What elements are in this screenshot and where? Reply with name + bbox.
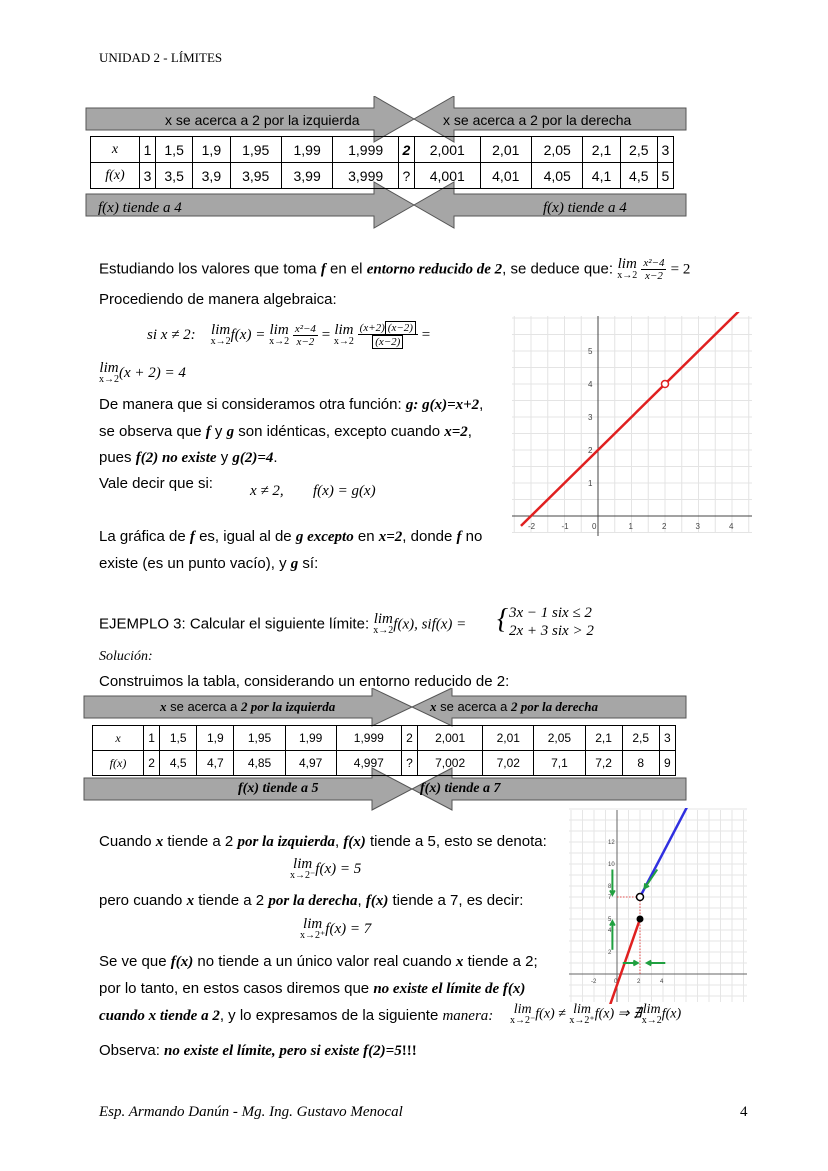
table2-right-banner (430, 698, 598, 716)
text: EJEMPLO 3: Calcular el siguiente límite: (99, 615, 374, 633)
x-tick-label: 4 (660, 979, 664, 985)
unit-header: UNIDAD 2 - LÍMITES (99, 50, 223, 65)
text: existe (es un punto vacío), y (99, 555, 291, 572)
text: La gráfica de (99, 528, 190, 545)
text: si x ≠ 2: (147, 326, 196, 343)
table-cell-label: f(x) (93, 751, 144, 776)
equation-result (99, 362, 186, 385)
table-cell: 4,7 (197, 751, 234, 776)
limit-expression (99, 362, 119, 385)
equation-algebraic (147, 322, 430, 349)
table1-bottom-left: f(x) tiende a 4 (98, 200, 182, 216)
y-tick-label: 7 (608, 895, 612, 901)
text: , (479, 396, 484, 413)
table-cell: 3,9 (193, 163, 230, 189)
table-cell: 7,02 (483, 751, 534, 776)
text: sí: (298, 555, 319, 572)
text: lim (211, 322, 231, 338)
paragraph-construct: Construimos la tabla, considerando un entorno reducido de 2: (99, 673, 510, 690)
text: por lo tanto, en estos casos diremos que (99, 980, 374, 997)
text: Estudiando los valores que toma (99, 260, 321, 278)
table-cell: 1,5 (160, 726, 197, 751)
equation-right-limit (300, 918, 371, 941)
table-cell: ? (401, 751, 417, 776)
text: tiende a 2 (194, 892, 269, 909)
text: f(x) ⇒ ∄ (594, 1006, 642, 1022)
text: Observa: (99, 1042, 165, 1059)
text: x=2 (378, 529, 403, 545)
table2-left-banner (160, 698, 335, 716)
text: = (321, 326, 331, 343)
table-cell: ? (398, 163, 414, 189)
text: f (320, 261, 326, 278)
text: cuando x tiende a 2 (99, 1008, 220, 1024)
x-tick-label: -2 (591, 979, 597, 985)
x-tick-label: 4 (729, 522, 734, 531)
y-tick-label: 12 (608, 840, 615, 846)
table-cell: 1,95 (234, 726, 285, 751)
text: lim (293, 856, 313, 872)
text: tiende a 2; (463, 953, 538, 970)
x-tick-label: 2 (637, 979, 641, 985)
paragraph-no-limit (99, 980, 525, 998)
text: en el (325, 260, 367, 278)
y-tick-label: 3 (588, 413, 593, 422)
text: g excepto (295, 529, 354, 545)
footer-authors: Esp. Armando Danún - Mg. Ing. Gustavo Menocal (99, 1104, 403, 1120)
text: lim (303, 916, 323, 932)
table-cell: 1,999 (333, 137, 399, 163)
text: x→2⁻ (290, 870, 316, 881)
text: lim (269, 322, 289, 338)
text: x (455, 954, 464, 970)
text: por la derecha (268, 893, 358, 909)
text: no tiende a un único valor real cuando (193, 953, 456, 970)
table-cell: 1,5 (156, 137, 193, 163)
text: lim (573, 1002, 591, 1017)
y-tick-label: 4 (608, 928, 612, 934)
text: x→2 (641, 1015, 662, 1026)
text: x−2 (645, 270, 663, 282)
limit-expression (300, 918, 325, 941)
text: x (160, 699, 167, 714)
x-tick-label: 2 (662, 522, 667, 531)
table1 (90, 136, 674, 189)
text: f(x) = (230, 326, 266, 343)
fraction (641, 257, 666, 282)
graph-piecewise (567, 808, 749, 1004)
table-cell: 5 (657, 163, 673, 189)
text: f(x) (661, 1006, 682, 1022)
text: (x−2) (385, 321, 416, 335)
page-number: 4 (740, 1104, 748, 1120)
table-cell: 2,05 (534, 726, 585, 751)
table-cell: 3,95 (230, 163, 281, 189)
text: tiende a 7, es decir: (388, 892, 524, 909)
paragraph-observe (99, 1042, 417, 1060)
line-f (521, 312, 739, 526)
y-tick-label: 10 (608, 862, 615, 868)
text: (x−2) (372, 335, 403, 349)
table1-left-banner: x se acerca a 2 por la izquierda (165, 112, 360, 128)
y-tick-label: 4 (588, 380, 593, 389)
y-tick-label: 1 (588, 479, 593, 488)
table-cell: 4,5 (160, 751, 197, 776)
table-cell: 3,5 (156, 163, 193, 189)
table-cell: 3 (657, 137, 673, 163)
table-cell: 2,05 (531, 137, 582, 163)
paragraph-no-unique (99, 953, 538, 971)
text: = 2 (670, 261, 691, 278)
x-tick-label: -1 (561, 522, 569, 531)
paragraph-graph (99, 528, 482, 546)
y-tick-label: 8 (608, 884, 612, 890)
text: f (456, 529, 462, 545)
table-cell: 3 (659, 726, 675, 751)
table-cell: 7,002 (418, 751, 483, 776)
table-cell: 1 (144, 726, 160, 751)
paragraph-expression (99, 1007, 493, 1025)
text: (x + 2) = 4 (119, 364, 186, 381)
table-cell-label: x (93, 726, 144, 751)
text: lim (617, 256, 637, 272)
text: x→2 (269, 336, 290, 347)
x-tick-label: 1 (628, 522, 633, 531)
table-cell-label: x (91, 137, 140, 163)
text: no existe el límite de f(x) (373, 981, 526, 997)
text: 2 por la derecha (510, 699, 598, 714)
table-cell: 2,1 (583, 137, 620, 163)
table-cell: 8 (622, 751, 659, 776)
table-cell: 7,2 (585, 751, 622, 776)
paragraph-f2 (99, 449, 278, 467)
table-cell: 4,001 (414, 163, 480, 189)
paragraph-vale: Vale decir que si: (99, 475, 213, 492)
table-cell: 2 (398, 137, 414, 163)
limit-expression (290, 858, 315, 881)
paragraph-right-limit (99, 892, 523, 910)
table-cell: 4,1 (583, 163, 620, 189)
text: x²−4 (294, 323, 316, 335)
text: , se deduce que: (502, 260, 618, 278)
text: x→2 (99, 374, 119, 385)
text: x→2 (210, 336, 231, 347)
text: lim (99, 360, 119, 376)
limit-expression (617, 258, 637, 281)
text: g (290, 556, 299, 572)
text: y (210, 423, 227, 440)
table-cell: 2,001 (418, 726, 483, 751)
table-cell: 4,85 (234, 751, 285, 776)
text: lim (642, 1002, 661, 1017)
table-cell: 4,997 (336, 751, 401, 776)
table1-right-banner: x se acerca a 2 por la derecha (443, 112, 632, 128)
text: entorno reducido de 2 (366, 261, 503, 278)
y-tick-label: 2 (608, 950, 612, 956)
limit-expression (334, 324, 354, 347)
paragraph-left-limit (99, 833, 547, 851)
table-cell: 3 (140, 163, 156, 189)
approach-arrow (645, 870, 658, 889)
equation-condition: x ≠ 2, (250, 483, 284, 499)
text: x−2 (296, 336, 315, 348)
table-cell: 4,97 (285, 751, 336, 776)
fraction (358, 322, 418, 349)
text: pero cuando (99, 892, 187, 909)
table-cell: 3,99 (281, 163, 332, 189)
text: x→2⁺ (569, 1015, 595, 1026)
text: f (205, 424, 211, 440)
paragraph-studying (99, 257, 690, 282)
example3-title (99, 613, 466, 636)
text: f(x) (170, 954, 194, 970)
solution-label: Solución: (99, 649, 153, 664)
hole-point (662, 381, 669, 388)
table-cell: 1,99 (281, 137, 332, 163)
text: lim (513, 1002, 532, 1017)
table1-bottom-right: f(x) tiende a 4 (543, 200, 627, 216)
text: f(x) (343, 834, 366, 850)
text: g (226, 424, 235, 440)
table2-row-f (93, 751, 676, 776)
text: g: g(x)=x+2 (405, 397, 480, 413)
equation-fg: f(x) = g(x) (313, 483, 376, 499)
text: no (461, 528, 483, 545)
text: son idénticas, excepto cuando (234, 423, 445, 440)
text: pues (99, 449, 136, 466)
equation-left-limit (290, 858, 361, 881)
table-cell: 7,1 (534, 751, 585, 776)
text: , (334, 833, 344, 850)
text: , y lo expresamos de la siguiente (219, 1007, 443, 1024)
limit-expression (373, 613, 393, 636)
table1-row-x (91, 137, 674, 163)
text: x→2⁺ (300, 930, 326, 941)
text: x (430, 699, 437, 714)
text: f(x), sif(x) = (393, 616, 467, 633)
table-cell: 1,999 (336, 726, 401, 751)
text: tiende a 5, esto se denota: (365, 833, 547, 850)
paragraph-identical (99, 423, 472, 441)
table-cell: 2,01 (480, 137, 531, 163)
text: se acerca a (166, 699, 241, 714)
paragraph-other-function (99, 396, 483, 414)
text: Se ve que (99, 953, 171, 970)
table-cell: 9 (659, 751, 675, 776)
text: se acerca a (436, 699, 511, 714)
text: x (155, 834, 164, 850)
text: x=2 (444, 424, 468, 440)
text: 2 por la izquierda (240, 699, 336, 714)
fraction (293, 323, 318, 348)
text: Cuando (99, 833, 156, 850)
equation-no-limit (510, 1003, 681, 1026)
table-cell: 4,01 (480, 163, 531, 189)
table-cell: 4,05 (531, 163, 582, 189)
text: x→2 (333, 336, 354, 347)
table-cell: 2,5 (622, 726, 659, 751)
limit-expression (211, 324, 231, 347)
table-cell: 3,999 (333, 163, 399, 189)
text: en (353, 528, 379, 545)
text: tiende a 2 (163, 833, 238, 850)
text: lim (373, 611, 393, 627)
closed-point (637, 916, 644, 923)
text: (x+2) (359, 322, 385, 334)
limit-expression (510, 1003, 535, 1026)
text: . (273, 449, 278, 466)
text: lim (334, 322, 354, 338)
table-cell: 2 (144, 751, 160, 776)
text: se observa que (99, 423, 206, 440)
x-tick-label: 3 (695, 522, 700, 531)
table-cell: 2,01 (483, 726, 534, 751)
open-point (637, 894, 644, 901)
text: !!! (401, 1043, 417, 1059)
limit-expression (642, 1003, 662, 1026)
text: f(x) (365, 893, 389, 909)
text: f(x) = 5 (315, 860, 362, 877)
table1-row-f (91, 163, 674, 189)
table2 (92, 725, 676, 776)
text: g(2)=4 (232, 450, 274, 466)
paragraph-empty-point (99, 555, 318, 573)
text: De manera que si consideramos otra función: (99, 396, 406, 413)
table-cell: 1,99 (285, 726, 336, 751)
table-cell: 1,9 (193, 137, 230, 163)
table-cell: 2 (401, 726, 417, 751)
brace: { (497, 604, 509, 635)
table-cell: 2,5 (620, 137, 657, 163)
text: f(x) = 7 (325, 920, 372, 937)
table2-bottom-right: f(x) tiende a 7 (420, 781, 501, 796)
y-tick-label: 2 (588, 446, 593, 455)
graph-line-with-hole (508, 312, 756, 540)
text: x (186, 893, 195, 909)
table-cell: 1,95 (230, 137, 281, 163)
limit-expression (269, 324, 289, 347)
text: es, igual al de (194, 528, 296, 545)
text: x→2 (373, 625, 394, 636)
text: , donde (402, 528, 457, 545)
table-cell: 2,1 (585, 726, 622, 751)
table-cell: 1 (140, 137, 156, 163)
table-cell: 2,001 (414, 137, 480, 163)
table-cell: 4,5 (620, 163, 657, 189)
text: x→2 (617, 270, 638, 281)
x-tick-label: -2 (528, 522, 536, 531)
text: , (467, 423, 472, 440)
text: f (189, 529, 195, 545)
x-tick-label: 0 (592, 522, 597, 531)
text: no existe el límite, pero si existe f(2)=5 (164, 1043, 402, 1059)
text: f(2) no existe (135, 450, 217, 466)
x-tick-label: 0 (614, 979, 618, 985)
paragraph-algebraic: Procediendo de manera algebraica: (99, 291, 337, 308)
text: , (357, 892, 366, 909)
y-tick-label: 5 (608, 917, 612, 923)
text: x→2⁻ (510, 1015, 536, 1026)
table-cell: 1,9 (197, 726, 234, 751)
text: f(x) ≠ (535, 1006, 566, 1022)
text: = (421, 326, 431, 343)
case-2: 2x + 3 six > 2 (509, 623, 594, 639)
text: x²−4 (643, 257, 665, 269)
y-tick-label: 5 (588, 347, 593, 356)
text: y (216, 449, 233, 466)
text: por la izquierda (237, 834, 335, 850)
case-1: 3x − 1 six ≤ 2 (509, 605, 592, 621)
text: manera: (442, 1008, 494, 1024)
table2-row-x (93, 726, 676, 751)
limit-expression (569, 1003, 594, 1026)
table-cell-label: f(x) (91, 163, 140, 189)
table2-bottom-left: f(x) tiende a 5 (238, 781, 319, 796)
